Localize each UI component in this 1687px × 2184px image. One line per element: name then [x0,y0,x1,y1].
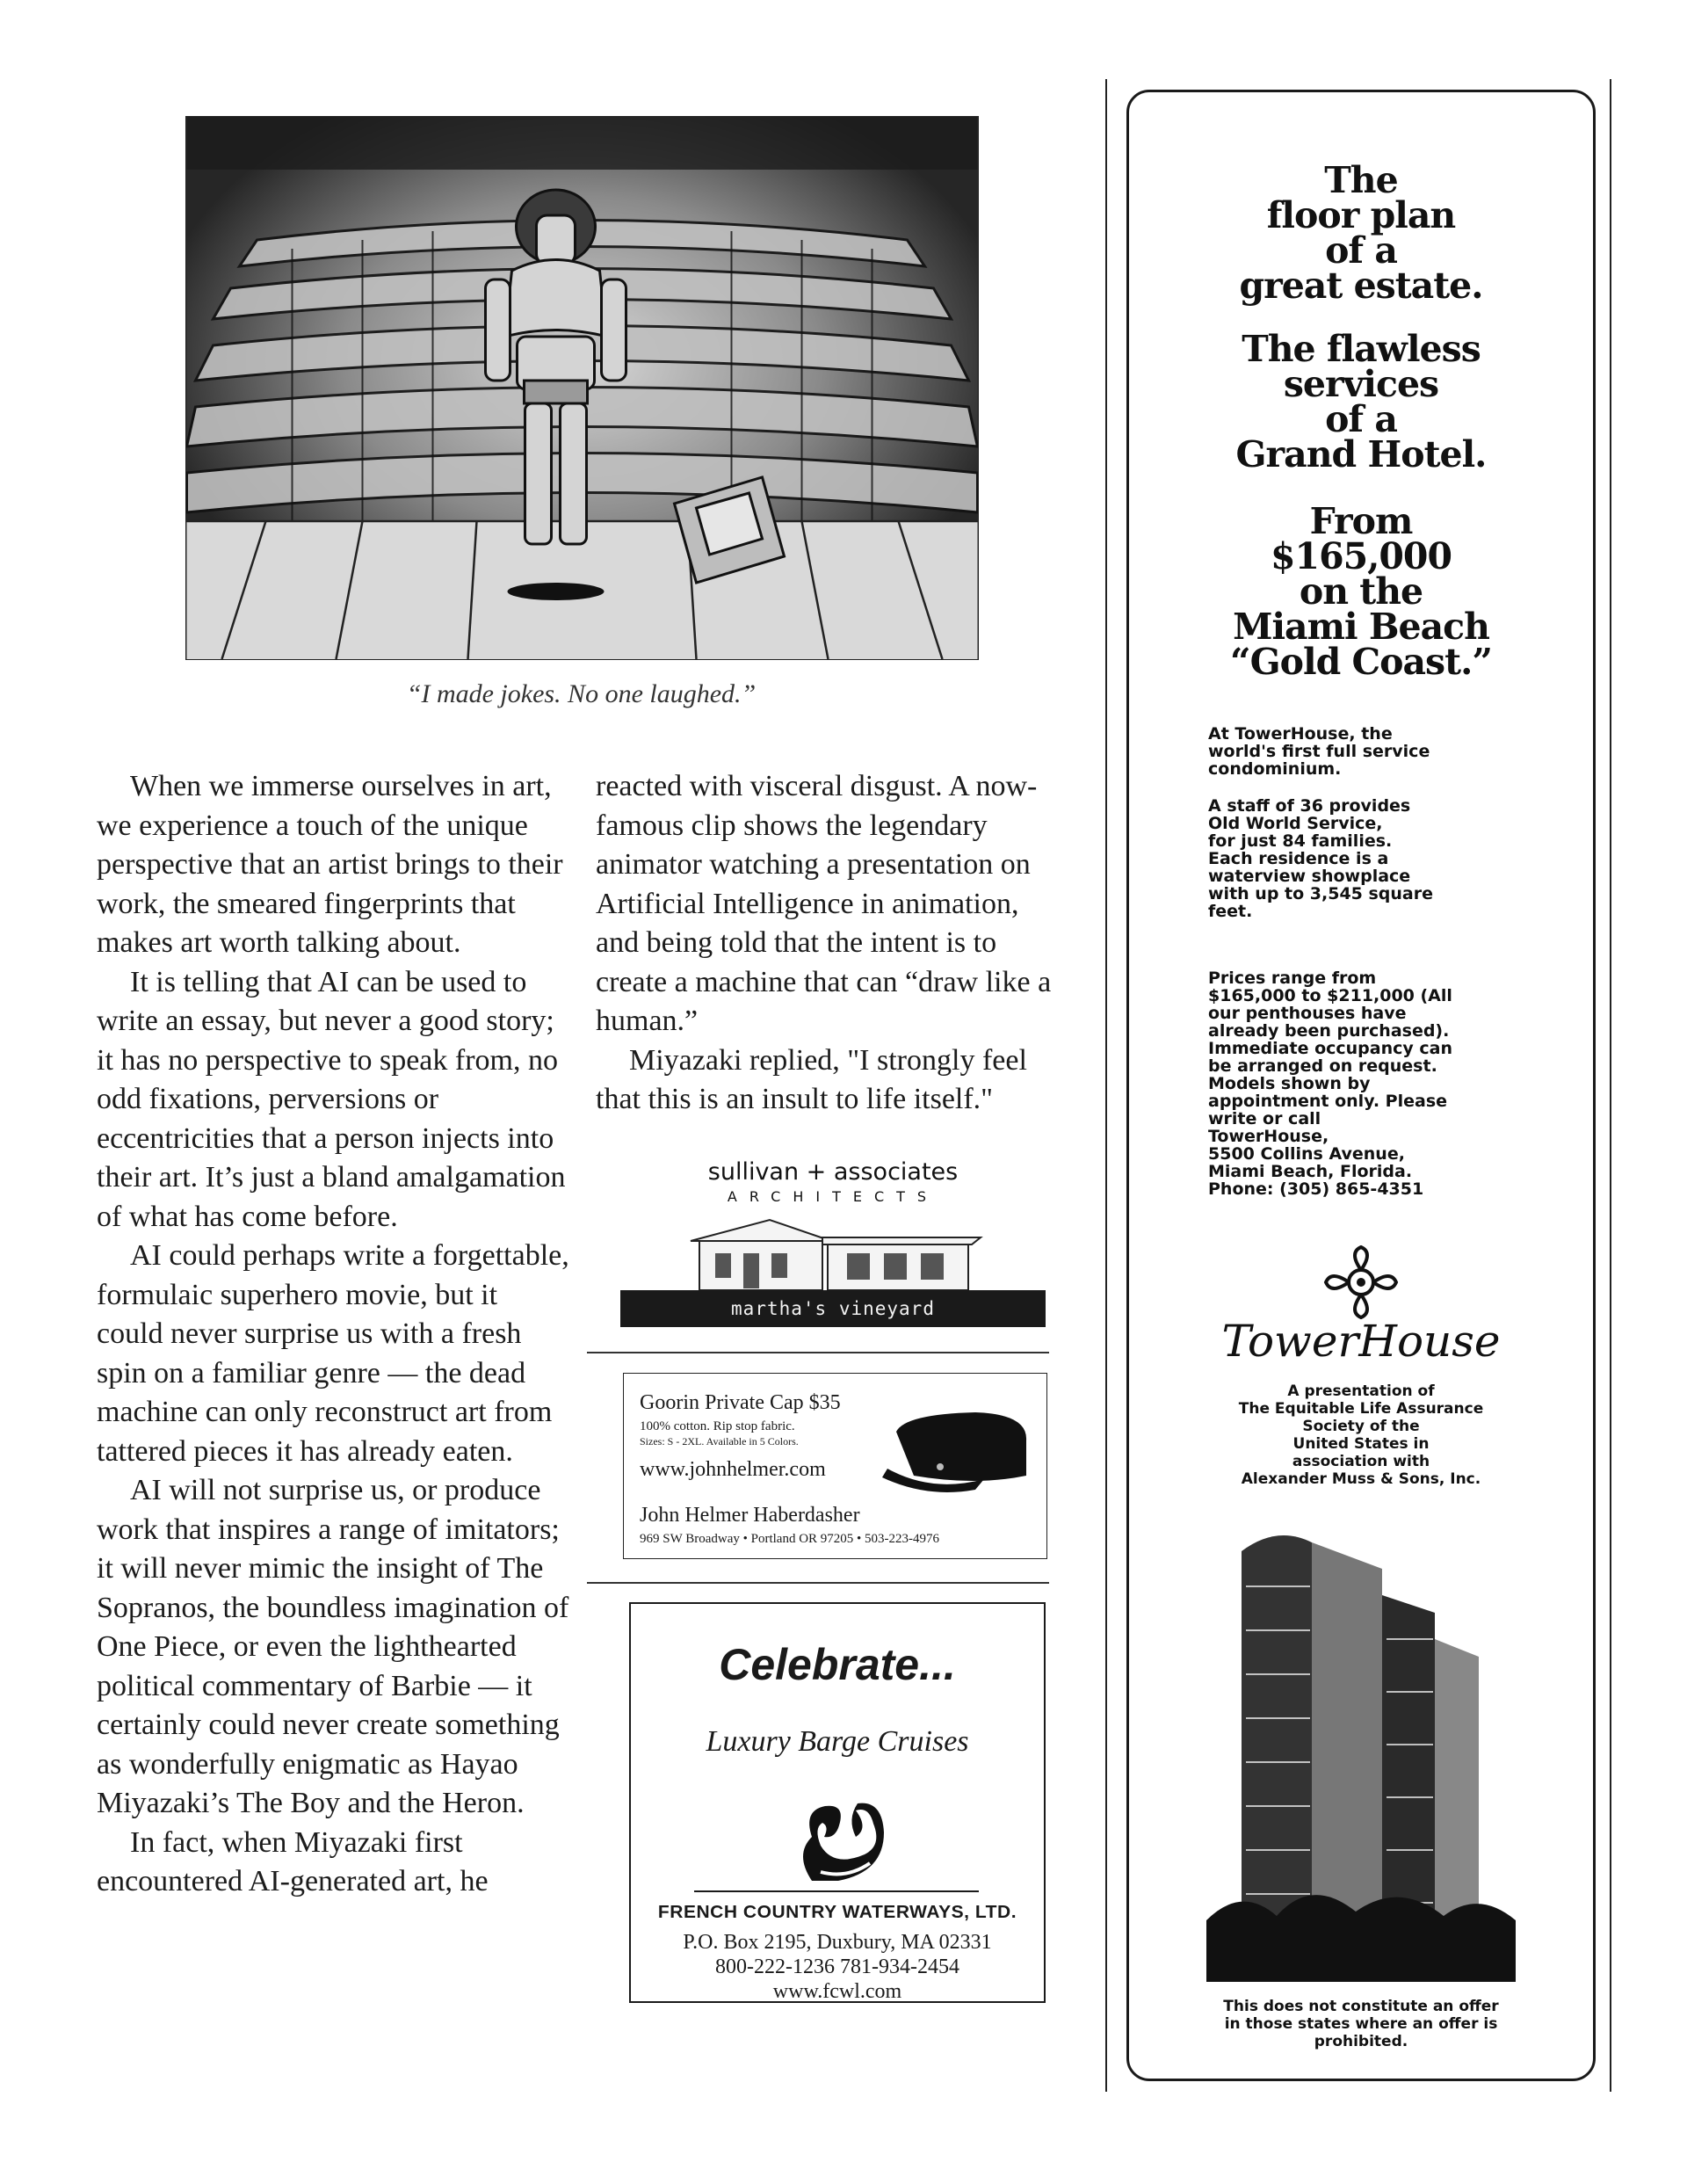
emblem-icon [1322,1244,1400,1321]
house-drawing [673,1208,989,1292]
ad-firm-name: sullivan + associates [707,1158,959,1186]
ad-firm-subtitle: ARCHITECTS [727,1188,939,1205]
article-column-2 [596,767,1053,1120]
paragraph: It is telling that AI can be used to write an essay, but never a good story; it has no perspective to speak from, no odd fixations, perversions or eccentricities that a person injects into their art. It’s just a bland amalgamation of what has come before. [97,965,566,1233]
paragraph: AI will not surprise us, or produce work that inspires a range of imitators; it will never mimic the insight of The Sopranos, the boundless imagination of One Piece, or even the lighthearted political commentary of Barbie — it certainly could never create something as wonderfully enigmatic as Hayao Miyazaki’s The Boy and the Heron. [97,1474,569,1819]
theater-robot-illustration [185,116,979,660]
paragraph: Miyazaki replied, "I strongly feel that this is an insult to life itself." [596,1043,1027,1115]
ad-body-intro: At TowerHouse, the world's first full service condominium. [1208,724,1430,779]
ad-product-title: Goorin Private Cap $35 [640,1391,841,1414]
sullivan-architects-ad [620,1158,1046,1334]
ad-store-address: 969 SW Broadway • Portland OR 97205 • 503-223-4976 [640,1532,940,1546]
paragraph: AI could perhaps write a forgettable, formulaic superhero movie, but it could never surprise us with a fresh spin on a familiar genre — the dead machine can only reconstruct art from tattered pieces it has already eaten. [97,1239,569,1468]
towerhouse-ad [1126,90,1596,2081]
ad-headline-3: From $165,000 on the Miami Beach “Gold Coast.” [1230,500,1492,683]
ad-phone: 800-222-1236 781-934-2454 [715,1955,959,1978]
ad-divider [694,1890,979,1892]
ad-product-sizes: Sizes: S - 2XL. Available in 5 Colors. [640,1435,799,1448]
illustration-drawing [186,117,978,659]
swan-logo-icon [786,1784,889,1888]
ad-website: www.johnhelmer.com [640,1458,826,1481]
ad-address: P.O. Box 2195, Duxbury, MA 02331 [683,1931,992,1954]
divider [587,1352,1049,1353]
ad-presentation-credit: A presentation of The Equitable Life Assurance Society of the United States in association with Alexander Muss & Sons, Inc. [1238,1382,1484,1488]
barge-cruises-ad [629,1602,1046,2003]
ad-body-prices: Prices range from $165,000 to $211,000 (All our penthouses have already been purchased). Immediate occupancy can be arranged on request. Models shown by appointment only. Please write or call TowerHouse, 5500 Collins Avenue, Miami Beach, Florida. Phone: (305) 865-4351 [1208,969,1452,1199]
ad-headline-2: The flawless services of a Grand Hotel. [1235,328,1487,475]
paragraph: In fact, when Miyazaki first encountered AI-generated art, he [97,1825,489,1897]
cap-icon [879,1405,1033,1498]
ad-body-services: A staff of 36 provides Old World Service, for just 84 families. Each residence is a waterview showplace with up to 3,545 square feet. [1208,796,1434,921]
divider [587,1582,1049,1584]
ad-company-name: FRENCH COUNTRY WATERWAYS, LTD. [657,1903,1017,1922]
ad-location-bar: martha's vineyard [620,1290,1046,1327]
ad-subheadline: Luxury Barge Cruises [706,1725,969,1758]
ad-headline-1: The floor plan of a great estate. [1239,159,1483,307]
towerhouse-logo: TowerHouse [1221,1316,1501,1367]
tower-building-drawing [1206,1516,1516,1982]
paragraph: When we immerse ourselves in art, we experience a touch of the unique perspective that an artist brings to their work, the smeared fingerprints that makes art worth talking about. [97,770,563,959]
paragraph: reacted with visceral disgust. A now-famous clip shows the legendary animator watching a presentation on Artificial Intelligence in animation, and being told that the intent is to create a machine that can “draw like a human.” [596,770,1052,1037]
article-column-1 [97,767,571,1902]
ad-store-name: John Helmer Haberdasher [640,1504,860,1527]
ad-disclaimer: This does not constitute an offer in those states where an offer is prohibited. [1223,1998,1499,2050]
ad-headline: Celebrate... [719,1640,956,1689]
illustration-caption: “I made jokes. No one laughed.” [406,679,757,708]
goorin-cap-ad [623,1373,1047,1559]
ad-product-spec: 100% cotton. Rip stop fabric. [640,1419,795,1433]
ad-website: www.fcwl.com [772,1980,902,2003]
